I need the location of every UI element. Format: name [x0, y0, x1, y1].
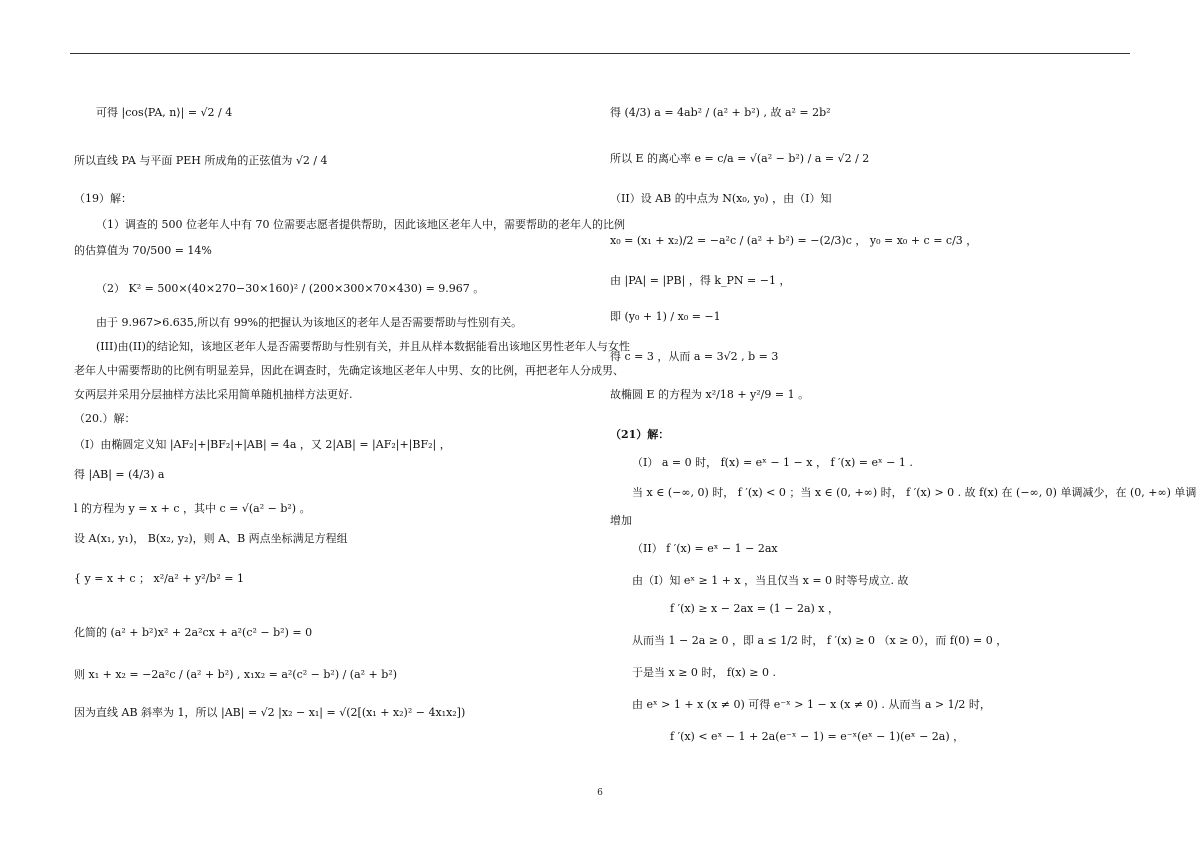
text-line: （II）设 AB 的中点为 N(x₀, y₀) ，由（I）知	[610, 192, 832, 205]
text-line: f ′(x) < eˣ − 1 + 2a(e⁻ˣ − 1) = e⁻ˣ(eˣ − 1)(eˣ − 2a) ，	[670, 730, 965, 743]
text-line: （2） K² = 500×(40×270−30×160)² / (200×300×70×430) = 9.967 。	[96, 282, 485, 295]
text-line: 化简的 (a² + b²)x² + 2a²cx + a²(c² − b²) = 0	[74, 626, 313, 639]
text-line: （I）由椭圆定义知 |AF₂|+|BF₂|+|AB| = 4a ，又 2|AB| = |AF₂|+|BF₂| ，	[74, 438, 451, 451]
text-line: （1）调查的 500 位老年人中有 70 位需要志愿者提供帮助，因此该地区老年人中，需要帮助的老年人的比例	[96, 218, 625, 231]
text-line: 可得 |cos⟨PA, n⟩| = √2 / 4	[96, 106, 233, 119]
text-line: f ′(x) ≥ x − 2ax = (1 − 2a) x ，	[670, 602, 839, 615]
text-line: 即 (y₀ + 1) / x₀ = −1	[610, 310, 721, 323]
header-rule	[70, 53, 1130, 54]
text-line: 设 A(x₁, y₁)， B(x₂, y₂)，则 A、B 两点坐标满足方程组	[74, 532, 348, 545]
text-line: 得 (4/3) a = 4ab² / (a² + b²) , 故 a² = 2b²	[610, 106, 831, 119]
text-line: 由（I）知 eˣ ≥ 1 + x ，当且仅当 x = 0 时等号成立. 故	[632, 574, 909, 587]
text-line: 从而当 1 − 2a ≥ 0 ，即 a ≤ 1/2 时， f ′(x) ≥ 0 （x ≥ 0），而 f(0) = 0 ，	[632, 634, 1008, 647]
text-line: 于是当 x ≥ 0 时， f(x) ≥ 0 .	[632, 666, 776, 679]
text-line: 故椭圆 E 的方程为 x²/18 + y²/9 = 1 。	[610, 388, 810, 401]
text-line: 由于 9.967>6.635,所以有 99%的把握认为该地区的老年人是否需要帮助与性别有关。	[96, 316, 523, 329]
text-line: 得 c = 3 ，从而 a = 3√2 , b = 3	[610, 350, 779, 363]
text-line: 由 |PA| = |PB| ，得 k_PN = −1 ，	[610, 274, 791, 287]
text-line: 的估算值为 70/500 = 14%	[74, 244, 212, 257]
text-line: （19）解：	[74, 192, 132, 205]
text-line: x₀ = (x₁ + x₂)/2 = −a²c / (a² + b²) = −(2/3)c ， y₀ = x₀ + c = c/3 ，	[610, 234, 978, 247]
text-line: 由 eˣ > 1 + x (x ≠ 0) 可得 e⁻ˣ > 1 − x (x ≠ 0) . 从而当 a > 1/2 时，	[632, 698, 991, 711]
text-line: 所以 E 的离心率 e = c/a = √(a² − b²) / a = √2 / 2	[610, 152, 870, 165]
text-line: （21）解：	[610, 428, 670, 441]
text-line: 当 x ∈ (−∞, 0) 时， f ′(x) < 0 ；当 x ∈ (0, +∞) 时， f ′(x) > 0 . 故 f(x) 在 (−∞, 0) 单调减少，在 (0, +∞) 单调	[632, 486, 1197, 499]
text-line: 则 x₁ + x₂ = −2a²c / (a² + b²) , x₁x₂ = a²(c² − b²) / (a² + b²)	[74, 668, 398, 681]
text-line: 因为直线 AB 斜率为 1，所以 |AB| = √2 |x₂ − x₁| = √(2[(x₁ + x₂)² − 4x₁x₂])	[74, 706, 466, 719]
text-line: (III)由(II)的结论知，该地区老年人是否需要帮助与性别有关，并且从样本数据能看出该地区男性老年人与女性	[96, 340, 630, 353]
text-line: 女两层并采用分层抽样方法比采用简单随机抽样方法更好.	[74, 388, 353, 401]
text-line: （I） a = 0 时， f(x) = eˣ − 1 − x ， f ′(x) = eˣ − 1 .	[632, 456, 913, 469]
page-number: 6	[597, 788, 603, 798]
text-line: 老年人中需要帮助的比例有明显差异，因此在调查时，先确定该地区老年人中男、女的比例，再把老年人分成男、	[74, 364, 624, 377]
text-line: 所以直线 PA 与平面 PEH 所成角的正弦值为 √2 / 4	[74, 154, 328, 167]
text-line: l 的方程为 y = x + c ，其中 c = √(a² − b²) 。	[74, 502, 311, 515]
text-line: （20.）解：	[74, 412, 136, 425]
text-line: （II） f ′(x) = eˣ − 1 − 2ax	[632, 542, 778, 555]
text-line: 得 |AB| = (4/3) a	[74, 468, 165, 481]
text-line: { y = x + c ； x²/a² + y²/b² = 1	[74, 572, 244, 585]
text-line: 增加	[610, 514, 632, 527]
